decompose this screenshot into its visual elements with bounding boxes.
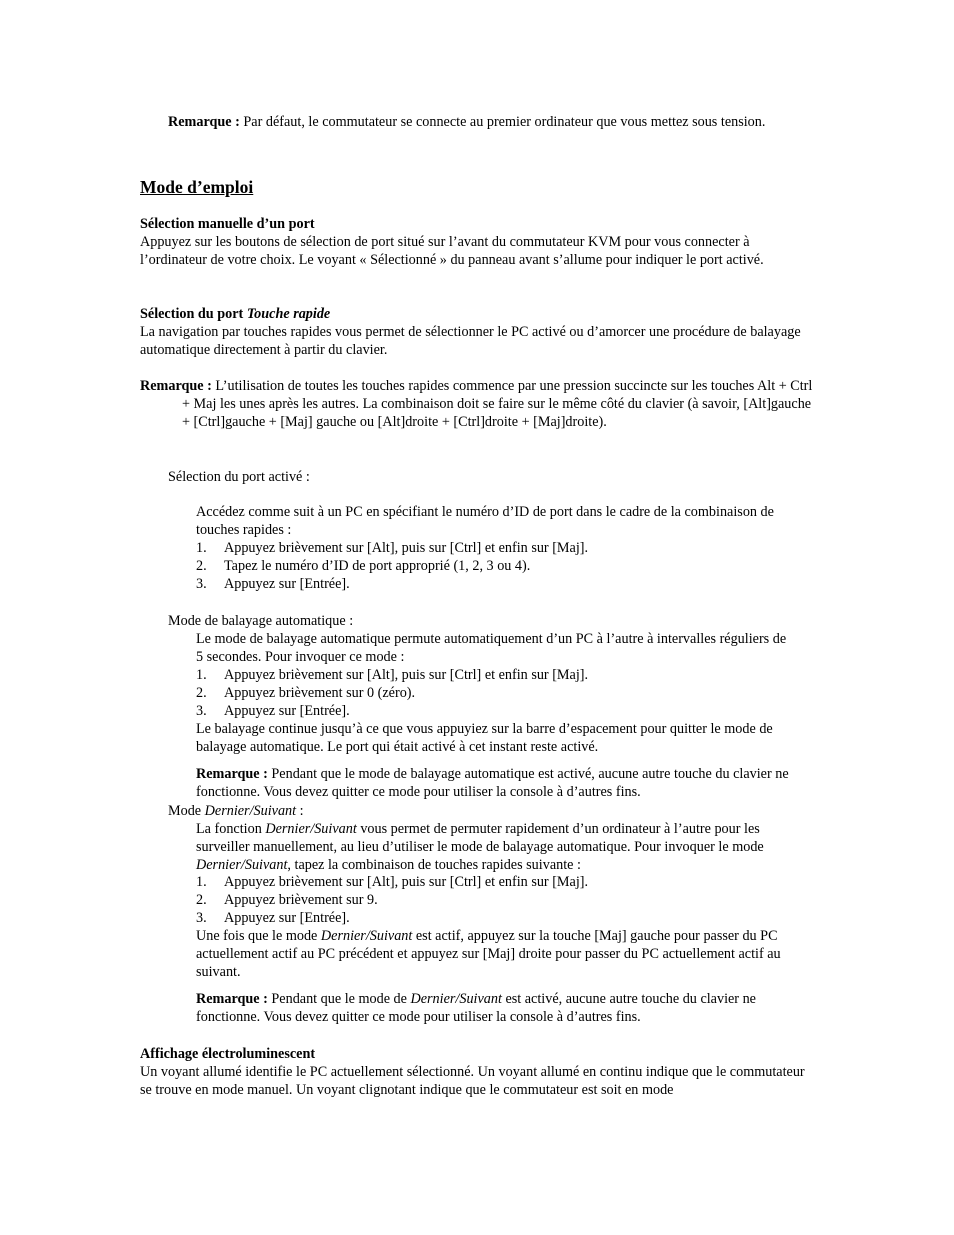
list-item [196,909,816,927]
display-text: Un voyant allumé identifie le PC actuellement sélectionné. Un voyant allumé en continu indique que le commutateur se trouve en mode manuel. Un voyant clignotant indique que le commutateur est soit en mode [140,1064,805,1099]
step-number: 1. [196,667,207,683]
note-text: Pendant que le mode de [267,991,411,1007]
step-number: 3. [196,703,207,720]
intro-italic: Dernier/Suivant [196,857,288,874]
step-text: Appuyez brièvement sur [Alt], puis sur [Ctrl] et enfin sur [Maj]. [224,540,589,556]
hotkey-title-italic: Touche rapide [246,306,331,322]
note-autoscan [196,765,796,801]
list-item [196,539,816,557]
note-hotkey [140,377,816,432]
autoscan-title: Mode de balayage automatique : [168,613,354,629]
step-number: 2. [196,685,207,702]
list-item [196,666,816,684]
active-port-title: Sélection du port activé : [168,469,310,485]
lastnext-title-italic: Dernier/Suivant [204,803,297,819]
list-item [196,575,816,593]
lastnext-title [168,802,304,820]
step-number: 2. [196,558,207,575]
hotkey-selection-title [140,305,330,323]
intro-text: , tapez la combinaison de touches rapides suivante : [287,857,581,874]
step-number: 2. [196,892,207,909]
list-item [196,873,816,891]
intro-italic: Dernier/Suivant [265,821,357,837]
step-text: Appuyez brièvement sur 9. [224,892,378,909]
note-lastnext [196,990,818,1026]
step-text: Appuyez brièvement sur [Alt], puis sur [Ctrl] et enfin sur [Maj]. [224,874,589,890]
lastnext-intro [196,820,814,875]
note-text: est activé, aucune autre touche du clavier ne fonctionne. Vous devez quitter ce mode pour utiliser la console à d’autres fins. [196,991,756,1026]
list-item [196,702,816,720]
autoscan-steps [196,666,816,721]
note-label: Remarque : [196,991,268,1007]
display-title: Affichage électroluminescent [140,1046,316,1062]
note-default-connection [168,113,788,131]
step-text: Appuyez sur [Entrée]. [224,910,350,927]
autoscan-after: Le balayage continue jusqu’à ce que vous appuyiez sur la barre d’espacement pour quitter le mode de balayage automatique. Le port qui était activé à cet instant reste activé. [196,721,773,756]
step-number: 1. [196,540,207,556]
lastnext-title-prefix: Mode [168,803,205,819]
lastnext-after [196,927,816,982]
intro-text: La fonction [196,821,266,837]
note-text: L’utilisation de toutes les touches rapides commence par une pression succincte sur les touches Alt + Ctrl + Maj les unes après les autres. La combinaison doit se faire sur le même côté du clavier (à savoir, [Alt]gauche + [Ctrl]gauche + [Maj] gauche ou [Alt]droite + [Ctrl]droite + [Maj]droite). [182,378,813,431]
lastnext-steps [196,873,816,928]
after-text: est actif, appuyez sur la touche [Maj] gauche pour passer du PC actuellement actif au PC précédent et appuyez sur [Maj] droite pour passer du PC actuellement actif au suivant. [196,928,781,981]
active-port-steps [196,539,816,594]
active-port-intro: Accédez comme suit à un PC en spécifiant le numéro d’ID de port dans le cadre de la combinaison de touches rapides : [196,504,774,539]
note-label: Remarque : [168,114,240,130]
section-title: Mode d’emploi [140,177,254,197]
manual-selection-text: Appuyez sur les boutons de sélection de port situé sur l’avant du commutateur KVM pour vous connecter à l’ordinateur de votre choix. Le voyant « Sélectionné » du panneau avant s’allume pour indiquer le port activé. [140,234,764,269]
note-text: Par défaut, le commutateur se connecte au premier ordinateur que vous mettez sous tension. [239,114,766,130]
step-number: 1. [196,874,207,890]
step-text: Appuyez sur [Entrée]. [224,703,350,720]
hotkey-selection-text: La navigation par touches rapides vous permet de sélectionner le PC activé ou d’amorcer une procédure de balayage automatique directement à partir du clavier. [140,324,801,359]
step-text: Appuyez sur [Entrée]. [224,576,350,593]
hotkey-title-prefix: Sélection du port [140,306,247,322]
after-italic: Dernier/Suivant [320,928,413,944]
list-item [196,891,816,909]
step-number: 3. [196,576,207,593]
note-label: Remarque : [140,378,212,394]
autoscan-intro: Le mode de balayage automatique permute automatiquement d’un PC à l’autre à intervalles réguliers de 5 secondes. Pour invoquer ce mode : [196,631,787,666]
list-item [196,557,816,575]
step-text: Appuyez brièvement sur [Alt], puis sur [Ctrl] et enfin sur [Maj]. [224,667,589,683]
step-text: Tapez le numéro d’ID de port approprié (1, 2, 3 ou 4). [224,558,531,575]
note-label: Remarque : [196,766,268,782]
step-text: Appuyez brièvement sur 0 (zéro). [224,685,416,702]
step-number: 3. [196,910,207,927]
list-item [196,684,816,702]
note-text: Pendant que le mode de balayage automatique est activé, aucune autre touche du clavier ne fonctionne. Vous devez quitter ce mode pour utiliser la console à d’autres fins. [196,766,789,801]
lastnext-title-suffix: : [296,803,304,819]
after-text: Une fois que le mode [196,928,321,944]
note-italic: Dernier/Suivant [410,991,502,1007]
intro-text: vous permet de permuter rapidement d’un ordinateur à l’autre pour les surveiller manuellement, au lieu d’utiliser le mode de balayage automatique. Pour invoquer le mode [196,821,764,856]
manual-selection-title: Sélection manuelle d’un port [140,216,315,232]
